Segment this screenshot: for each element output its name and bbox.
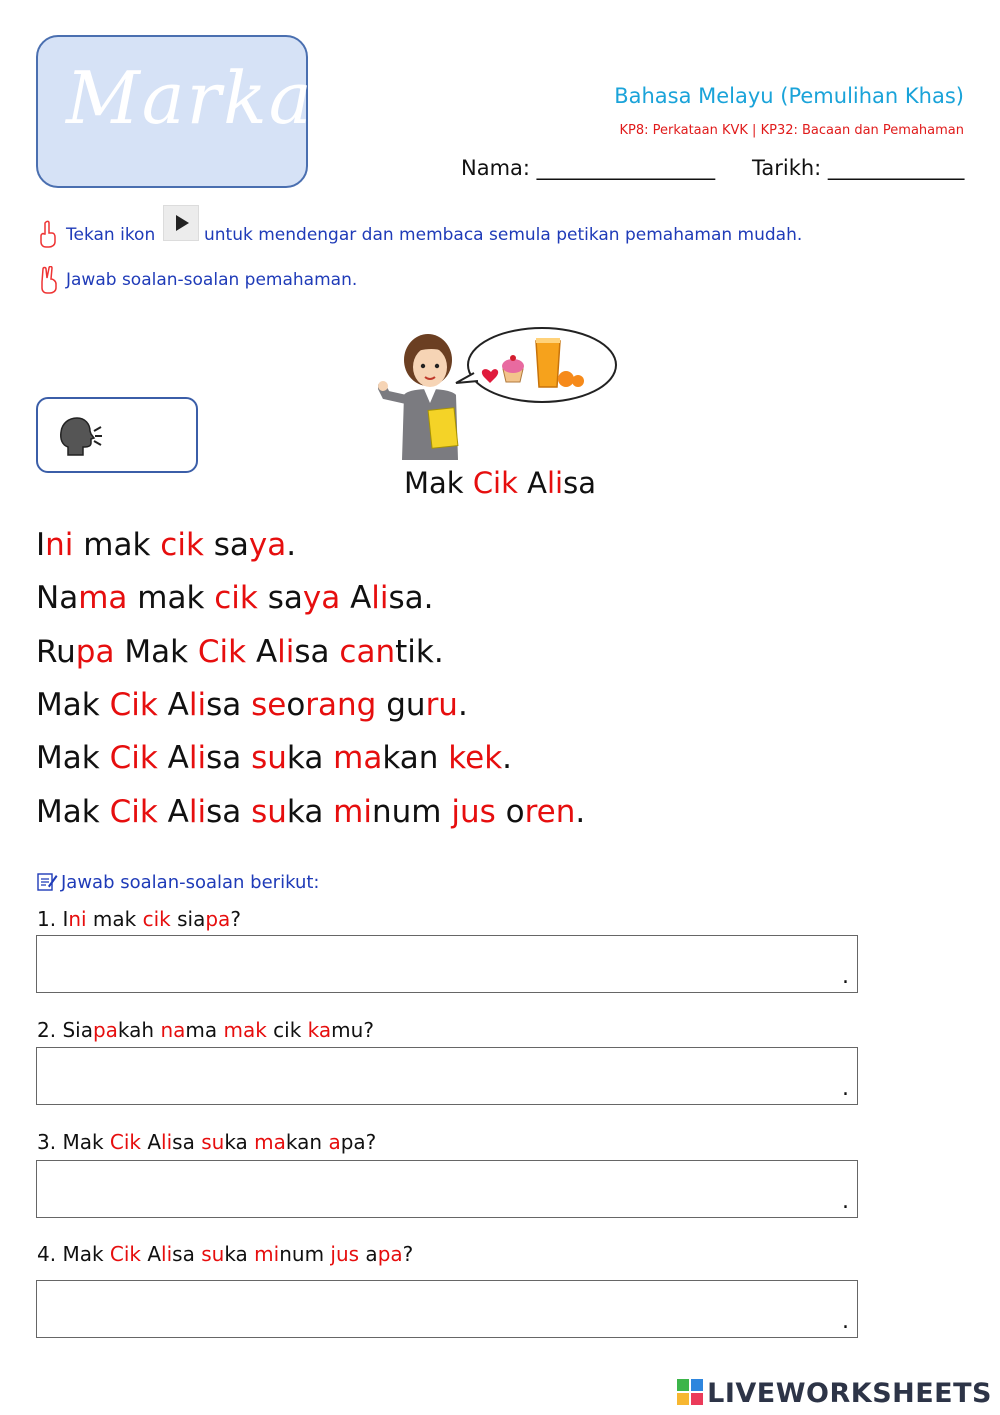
highlighted-syllable: rang: [305, 687, 377, 723]
passage-line: [36, 687, 468, 723]
highlighted-syllable: su: [251, 740, 287, 776]
text-segment: mak: [127, 580, 215, 616]
highlighted-syllable: cik: [142, 907, 171, 931]
questions-heading: [36, 871, 319, 893]
play-icon: [176, 215, 189, 231]
highlighted-syllable: li: [371, 580, 389, 616]
text-segment: sa: [203, 527, 249, 563]
highlighted-syllable: ya: [248, 527, 287, 563]
text-segment: mu?: [331, 1018, 374, 1042]
text-segment: mak: [86, 907, 143, 931]
highlighted-syllable: ni: [68, 907, 87, 931]
instruction-step1-rest: untuk mendengar dan membaca semula petikan pemahaman mudah.: [204, 225, 803, 245]
subject-title: Bahasa Melayu (Pemulihan Khas): [614, 84, 964, 108]
text-segment: mak: [73, 527, 161, 563]
passage-line: [36, 527, 297, 563]
brand-footer: [677, 1378, 992, 1409]
instruction-step1-text: Tekan ikon: [66, 225, 156, 245]
questions-heading-text: Jawab soalan-soalan berikut:: [61, 872, 320, 893]
text-segment: ?: [402, 1242, 414, 1266]
highlighted-syllable: li: [161, 1130, 173, 1154]
text-segment: sa: [257, 580, 303, 616]
text-segment: sa: [206, 740, 252, 776]
question-4: [37, 1242, 413, 1266]
audio-player[interactable]: [36, 397, 198, 473]
highlighted-syllable: ru: [425, 687, 458, 723]
question-2: [37, 1018, 374, 1042]
text-segment: ka: [286, 794, 334, 830]
score-label: Markah: [66, 56, 362, 140]
text-segment: ka: [224, 1130, 255, 1154]
highlighted-syllable: na: [160, 1018, 186, 1042]
text-segment: o: [495, 794, 525, 830]
date-field[interactable]: Tarikh: _____________: [752, 156, 965, 180]
text-segment: .: [575, 794, 586, 830]
text-segment: num: [279, 1242, 331, 1266]
memo-icon: [36, 871, 58, 891]
text-segment: sia: [170, 907, 206, 931]
highlighted-syllable: Cik: [197, 634, 247, 670]
text-segment: ma: [185, 1018, 224, 1042]
name-field[interactable]: Nama: _________________: [461, 156, 716, 180]
text-segment: kan: [382, 740, 449, 776]
highlighted-syllable: kek: [448, 740, 503, 776]
text-segment: sa.: [388, 580, 434, 616]
teacher-illustration: [378, 325, 628, 465]
text-segment: tik.: [395, 634, 444, 670]
text-segment: 2. Sia: [37, 1018, 93, 1042]
highlighted-syllable: ma: [254, 1130, 286, 1154]
highlighted-syllable: Cik: [109, 1242, 141, 1266]
text-segment: pa?: [340, 1130, 377, 1154]
highlighted-syllable: cik: [214, 580, 258, 616]
highlighted-syllable: Cik: [109, 740, 158, 776]
highlighted-syllable: li: [188, 740, 207, 776]
text-segment: o: [286, 687, 306, 723]
text-segment: Ru: [36, 634, 76, 670]
highlighted-syllable: se: [251, 687, 287, 723]
highlighted-syllable: ren: [524, 794, 576, 830]
answer-field-1[interactable]: .: [36, 935, 858, 993]
text-segment: A: [246, 634, 278, 670]
text-segment: a: [359, 1242, 378, 1266]
highlighted-syllable: su: [201, 1130, 225, 1154]
highlighted-syllable: li: [188, 687, 207, 723]
highlighted-syllable: li: [188, 794, 207, 830]
text-segment: A: [157, 740, 189, 776]
highlighted-syllable: Cik: [472, 466, 518, 500]
text-segment: 1. I: [37, 907, 69, 931]
text-segment: ka: [286, 740, 334, 776]
highlighted-syllable: li: [161, 1242, 173, 1266]
text-segment: A: [141, 1242, 162, 1266]
text-segment: .: [286, 527, 297, 563]
passage-line: [36, 634, 444, 670]
question-3: [37, 1130, 376, 1154]
text-segment: Na: [36, 580, 79, 616]
instruction-step2-text: Jawab soalan-soalan pemahaman.: [66, 270, 358, 290]
highlighted-syllable: mi: [333, 794, 372, 830]
highlighted-syllable: ka: [307, 1018, 332, 1042]
text-segment: A: [157, 794, 189, 830]
highlighted-syllable: li: [277, 634, 295, 670]
highlighted-syllable: Cik: [109, 794, 158, 830]
answer-field-3[interactable]: .: [36, 1160, 858, 1218]
text-segment: I: [36, 527, 46, 563]
text-segment: sa: [206, 794, 252, 830]
text-segment: kan: [285, 1130, 329, 1154]
highlighted-syllable: Cik: [109, 1130, 141, 1154]
text-segment: 3. Mak: [37, 1130, 110, 1154]
highlighted-syllable: pa: [205, 907, 231, 931]
highlighted-syllable: ya: [302, 580, 341, 616]
text-segment: ka: [224, 1242, 255, 1266]
passage-line: [36, 740, 513, 776]
text-segment: 4. Mak: [37, 1242, 110, 1266]
passage-title: [0, 466, 1000, 500]
passage-line: [36, 580, 434, 616]
play-button[interactable]: [163, 205, 199, 241]
text-segment: sa: [172, 1242, 202, 1266]
liveworksheets-logo-icon: [677, 1379, 703, 1405]
text-segment: Mak: [36, 794, 110, 830]
highlighted-syllable: mak: [223, 1018, 267, 1042]
text-segment: A: [157, 687, 189, 723]
text-segment: A: [141, 1130, 162, 1154]
highlighted-syllable: jus: [451, 794, 496, 830]
highlighted-syllable: mi: [254, 1242, 280, 1266]
text-segment: Mak: [114, 634, 198, 670]
hand-two-fingers-icon: [38, 266, 60, 294]
highlighted-syllable: can: [339, 634, 396, 670]
text-segment: ?: [230, 907, 241, 931]
text-segment: Mak: [36, 740, 110, 776]
highlighted-syllable: su: [251, 794, 287, 830]
answer-field-2[interactable]: .: [36, 1047, 858, 1105]
learning-standard: KP8: Perkataan KVK | KP32: Bacaan dan Pemahaman: [619, 123, 964, 138]
highlighted-syllable: jus: [330, 1242, 360, 1266]
text-segment: sa: [563, 466, 596, 500]
text-segment: .: [457, 687, 468, 723]
passage-line: [36, 794, 586, 830]
highlighted-syllable: ma: [333, 740, 383, 776]
text-segment: cik: [266, 1018, 308, 1042]
highlighted-syllable: ni: [45, 527, 74, 563]
text-segment: kah: [117, 1018, 161, 1042]
hand-one-finger-icon: [38, 220, 58, 248]
text-segment: Mak: [36, 687, 110, 723]
text-segment: sa: [206, 687, 252, 723]
text-segment: sa: [172, 1130, 202, 1154]
speaking-head-icon: [54, 411, 104, 461]
text-segment: sa: [294, 634, 340, 670]
brand-text: LIVEWORKSHEETS: [707, 1378, 992, 1409]
text-segment: A: [517, 466, 547, 500]
highlighted-syllable: su: [201, 1242, 225, 1266]
highlighted-syllable: cik: [160, 527, 204, 563]
answer-field-4[interactable]: .: [36, 1280, 858, 1338]
highlighted-syllable: ma: [78, 580, 128, 616]
text-segment: A: [340, 580, 372, 616]
highlighted-syllable: li: [546, 466, 564, 500]
highlighted-syllable: Cik: [109, 687, 158, 723]
highlighted-syllable: pa: [377, 1242, 403, 1266]
text-segment: .: [502, 740, 513, 776]
text-segment: gu: [376, 687, 426, 723]
text-segment: Mak: [404, 466, 473, 500]
highlighted-syllable: pa: [75, 634, 115, 670]
highlighted-syllable: pa: [92, 1018, 118, 1042]
text-segment: num: [371, 794, 452, 830]
highlighted-syllable: a: [328, 1130, 341, 1154]
question-1: [37, 907, 241, 931]
